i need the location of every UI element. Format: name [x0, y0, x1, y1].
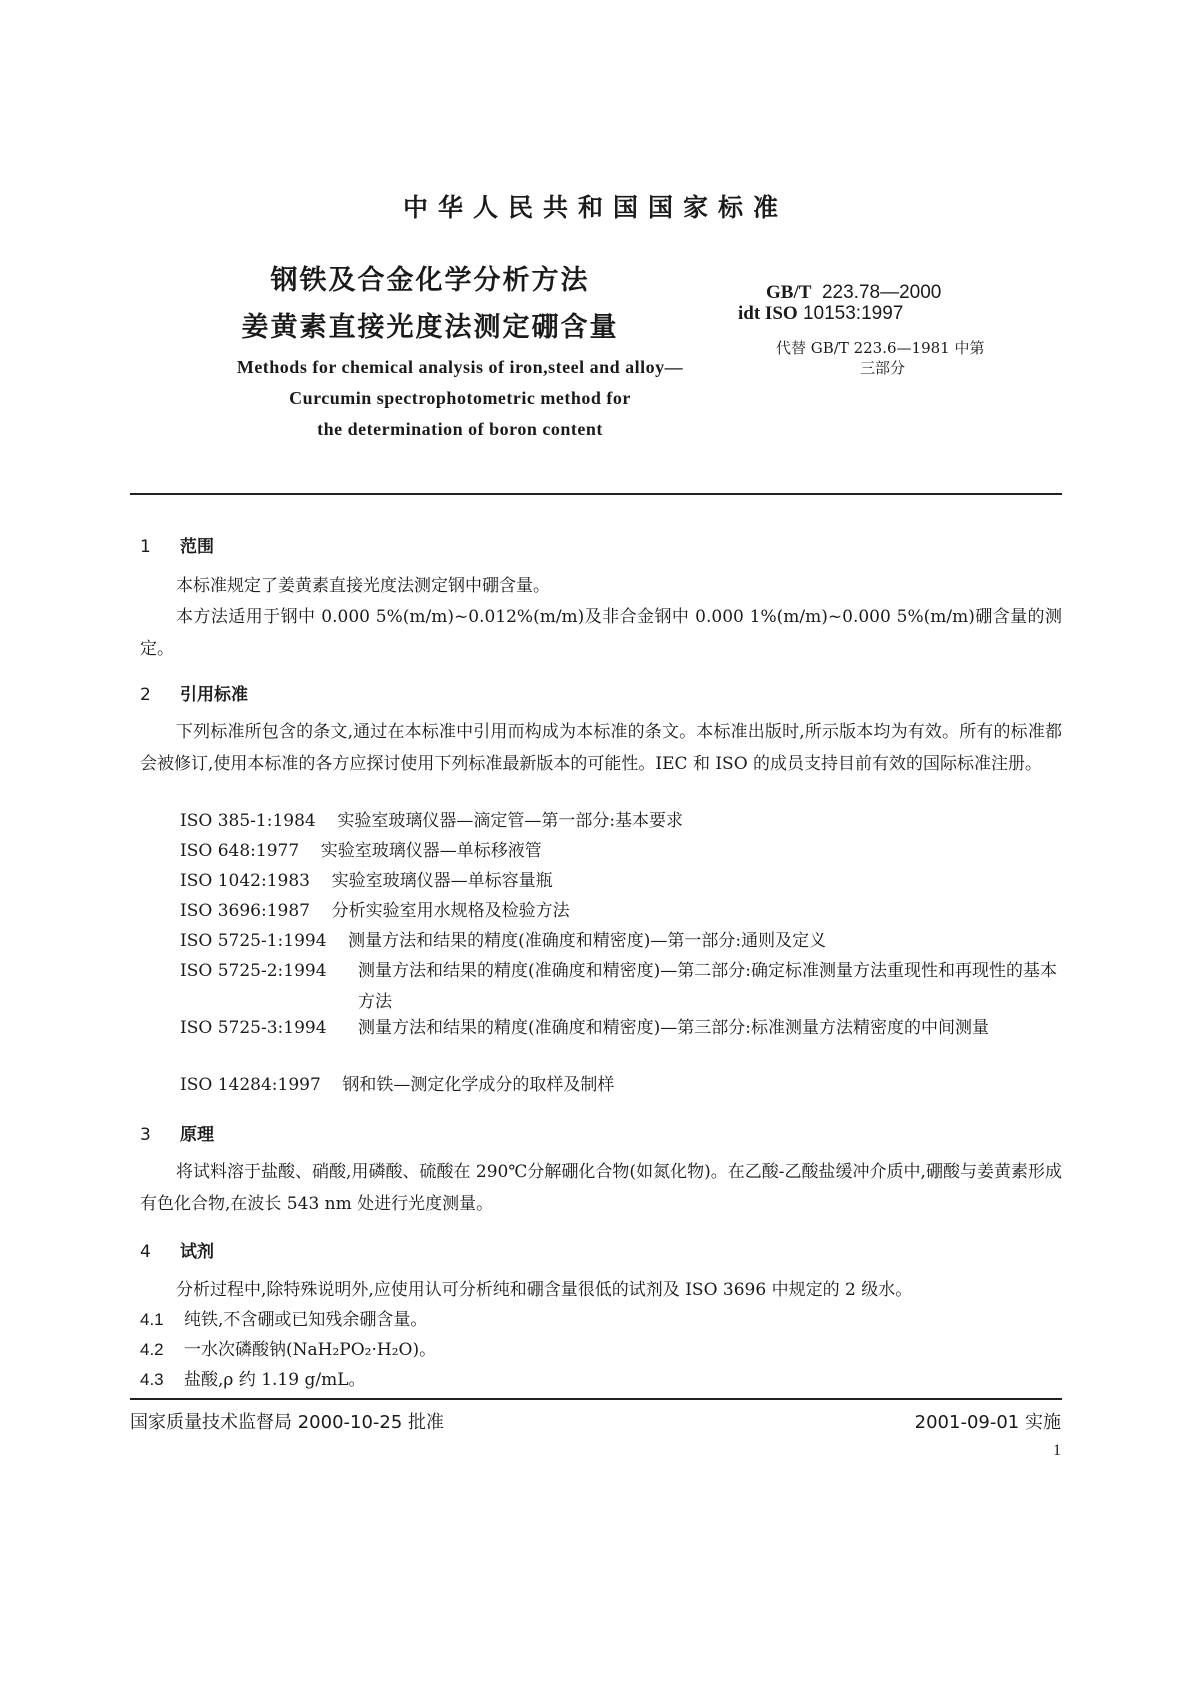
reagent-text: 纯铁,不含硼或已知残余硼含量。 [184, 1310, 428, 1330]
section-1-paragraph-1: 本标准规定了姜黄素直接光度法测定钢中硼含量。 [176, 576, 550, 596]
reference-item [180, 806, 683, 837]
reference-item [180, 1070, 614, 1101]
issued-date: 国家质量技术监督局 2000-10-25 批准 [130, 1412, 445, 1433]
section-4-paragraph-1: 分析过程中,除特殊说明外,应使用认可分析纯和硼含量很低的试剂及 ISO 3696 中规定的 2 级水。 [176, 1280, 913, 1300]
reference-text: 实验室玻璃仪器—单标容量瓶 [331, 871, 553, 891]
english-title-line2: Curcumin spectrophotometric method for [289, 388, 631, 408]
idt-prefix: idt ISO [738, 303, 798, 324]
national-standard-heading: 中华人民共和国国家标准 [402, 193, 788, 222]
section-1-number: 1 [140, 537, 151, 557]
reference-item [180, 866, 553, 897]
reference-item [180, 926, 826, 957]
gb-number: 223.78—2000 [821, 282, 942, 303]
idt-number: 10153:1997 [802, 303, 904, 324]
section-3-heading [140, 1120, 214, 1145]
reagent-number: 4.2 [140, 1340, 164, 1359]
reagent-text: 盐酸,ρ 约 1.19 g/mL。 [184, 1370, 366, 1390]
reference-item [180, 836, 542, 867]
reference-code: ISO 1042:1983 [180, 871, 310, 891]
section-1-title: 范围 [180, 537, 214, 557]
reference-item [180, 956, 1062, 1018]
replaces-line1: 代替 GB/T 223.6—1981 中第 [776, 339, 985, 357]
reference-item [180, 896, 570, 927]
section-2-heading [140, 680, 248, 705]
section-2-number: 2 [140, 685, 151, 705]
section-4-number: 4 [140, 1242, 151, 1262]
footer-divider [130, 1398, 1062, 1400]
section-2-paragraph-1: 下列标准所包含的条文,通过在本标准中引用而构成为本标准的条文。本标准出版时,所示版本均为有效。所有的标准都会被修订,使用本标准的各方应探讨使用下列标准最新版本的可能性。IEC 和 ISO 的成员支持目前有效的国际标准注册。 [140, 722, 1062, 774]
section-3-title: 原理 [180, 1125, 214, 1145]
reference-code: ISO 385-1:1984 [180, 811, 316, 831]
reference-text: 测量方法和结果的精度(准确度和精密度)—第一部分:通则及定义 [348, 931, 827, 951]
section-3-paragraph-1: 将试料溶于盐酸、硝酸,用磷酸、硫酸在 290℃分解硼化合物(如氮化物)。在乙酸-乙酸盐缓冲介质中,硼酸与姜黄素形成有色化合物,在波长 543 nm 处进行光度测量。 [140, 1162, 1062, 1214]
reagent-number: 4.3 [140, 1370, 164, 1389]
document-title-line2: 姜黄素直接光度法测定硼含量 [241, 312, 619, 343]
reagent-item [140, 1334, 436, 1366]
reagent-text: 一水次磷酸钠(NaH₂PO₂·H₂O)。 [184, 1340, 437, 1360]
section-4-title: 试剂 [180, 1242, 214, 1262]
section-2-title: 引用标准 [180, 685, 248, 705]
reference-code: ISO 3696:1987 [180, 901, 310, 921]
reagent-item [140, 1304, 427, 1336]
reference-text: 分析实验室用水规格及检验方法 [331, 901, 570, 921]
reagent-item [140, 1364, 365, 1396]
section-3-number: 3 [140, 1125, 151, 1145]
gb-code [766, 282, 941, 304]
replaces-line2: 三部分 [860, 359, 906, 377]
reference-item [180, 1013, 1062, 1075]
implementation-date: 2001-09-01 实施 [914, 1412, 1061, 1433]
reference-text: 钢和铁—测定化学成分的取样及制样 [342, 1075, 615, 1095]
reference-code: ISO 5725-3:1994 [180, 1018, 327, 1038]
reference-code: ISO 5725-1:1994 [180, 931, 327, 951]
reference-code: ISO 14284:1997 [180, 1075, 321, 1095]
idt-code [738, 303, 903, 325]
header-divider [130, 493, 1062, 495]
reference-text: 实验室玻璃仪器—单标移液管 [320, 841, 542, 861]
reference-text: 测量方法和结果的精度(准确度和精密度)—第三部分:标准测量方法精密度的中间测量 [358, 1018, 989, 1038]
gb-prefix: GB/T [766, 282, 812, 303]
document-title-line1: 钢铁及合金化学分析方法 [270, 265, 590, 296]
reagent-number: 4.1 [140, 1310, 164, 1329]
reference-text: 实验室玻璃仪器—滴定管—第一部分:基本要求 [337, 811, 684, 831]
section-1-heading [140, 532, 214, 557]
section-4-heading [140, 1237, 214, 1262]
reference-code: ISO 5725-2:1994 [180, 961, 327, 981]
reference-code: ISO 648:1977 [180, 841, 300, 861]
page-number: 1 [1053, 1442, 1061, 1459]
english-title-line3: the determination of boron content [317, 419, 603, 439]
replaces-note [776, 338, 1016, 378]
english-title-line1: Methods for chemical analysis of iron,steel and alloy— [236, 357, 684, 377]
section-1-paragraph-2: 本方法适用于钢中 0.000 5%(m/m)~0.012%(m/m)及非合金钢中 0.000 1%(m/m)~0.000 5%(m/m)硼含量的测定。 [140, 607, 1062, 659]
reference-text: 测量方法和结果的精度(准确度和精密度)—第二部分:确定标准测量方法重现性和再现性的基本方法 [358, 961, 1057, 1012]
